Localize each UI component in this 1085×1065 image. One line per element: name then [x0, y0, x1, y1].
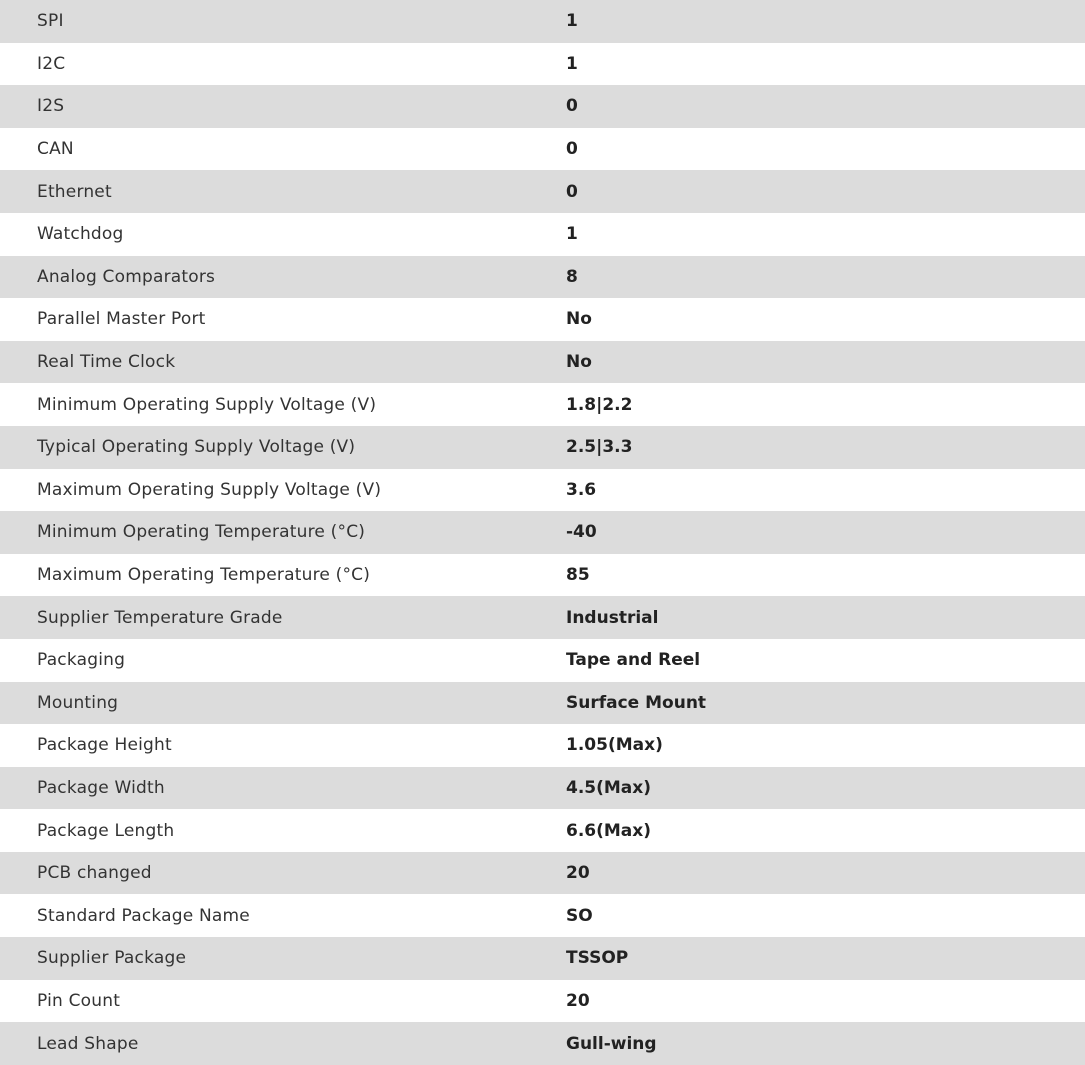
spec-row-i2s — [0, 85, 1085, 128]
spec-row-package-width — [0, 767, 1085, 810]
spec-value: 6.6(Max) — [566, 820, 652, 841]
spec-row-i2c — [0, 43, 1085, 86]
spec-value: Gull-wing — [566, 1033, 657, 1054]
spec-row-pcb-changed — [0, 852, 1085, 895]
spec-label: I2C — [37, 53, 66, 74]
spec-value: 2.5|3.3 — [566, 437, 633, 458]
spec-row-analog-comparators — [0, 256, 1085, 299]
spec-label: PCB changed — [37, 863, 152, 884]
spec-label: Analog Comparators — [37, 266, 216, 287]
spec-label: Lead Shape — [37, 1033, 139, 1054]
spec-value: 1 — [566, 224, 578, 245]
spec-row-temperature-grade — [0, 596, 1085, 639]
spec-label: Mounting — [37, 692, 119, 713]
spec-value: 1.8|2.2 — [566, 394, 633, 415]
spec-label: Standard Package Name — [37, 905, 250, 926]
spec-label: CAN — [37, 139, 74, 160]
spec-row-supplier-package — [0, 937, 1085, 980]
spec-row-watchdog — [0, 213, 1085, 256]
spec-value: 3.6 — [566, 479, 597, 500]
spec-row-spi — [0, 0, 1085, 43]
spec-row-real-time-clock — [0, 341, 1085, 384]
spec-row-max-temperature — [0, 554, 1085, 597]
spec-value: 4.5(Max) — [566, 777, 652, 798]
spec-label: Package Height — [37, 735, 172, 756]
spec-label: Minimum Operating Supply Voltage (V) — [37, 394, 377, 415]
spec-value: -40 — [566, 522, 597, 543]
spec-value: 8 — [566, 266, 578, 287]
spec-label: Package Length — [37, 820, 175, 841]
spec-row-lead-shape — [0, 1022, 1085, 1065]
spec-value: No — [566, 352, 592, 373]
spec-row-min-supply-voltage — [0, 383, 1085, 426]
spec-value: 0 — [566, 139, 578, 160]
spec-value: Tape and Reel — [566, 650, 701, 671]
spec-value: 1 — [566, 11, 578, 32]
spec-label: Packaging — [37, 650, 126, 671]
spec-value: 0 — [566, 96, 578, 117]
spec-value: TSSOP — [566, 948, 629, 969]
spec-label: Minimum Operating Temperature (°C) — [37, 522, 366, 543]
spec-row-ethernet — [0, 170, 1085, 213]
spec-label: I2S — [37, 96, 65, 117]
spec-row-can — [0, 128, 1085, 171]
spec-label: Supplier Package — [37, 948, 187, 969]
spec-label: Typical Operating Supply Voltage (V) — [37, 437, 356, 458]
spec-row-packaging — [0, 639, 1085, 682]
spec-row-pin-count — [0, 980, 1085, 1023]
spec-label: SPI — [37, 11, 64, 32]
spec-value: Surface Mount — [566, 692, 707, 713]
spec-row-typ-supply-voltage — [0, 426, 1085, 469]
spec-row-package-length — [0, 809, 1085, 852]
spec-value: 0 — [566, 181, 578, 202]
spec-value: Industrial — [566, 607, 659, 628]
spec-value: 1 — [566, 53, 578, 74]
spec-label: Ethernet — [37, 181, 112, 202]
spec-value: 20 — [566, 863, 590, 884]
spec-value: 1.05(Max) — [566, 735, 663, 756]
spec-value: No — [566, 309, 592, 330]
spec-row-mounting — [0, 682, 1085, 725]
spec-row-package-height — [0, 724, 1085, 767]
spec-label: Maximum Operating Supply Voltage (V) — [37, 479, 382, 500]
spec-row-min-temperature — [0, 511, 1085, 554]
spec-row-max-supply-voltage — [0, 469, 1085, 512]
spec-label: Package Width — [37, 777, 165, 798]
spec-row-parallel-master-port — [0, 298, 1085, 341]
spec-label: Supplier Temperature Grade — [37, 607, 283, 628]
spec-value: SO — [566, 905, 593, 926]
spec-value: 20 — [566, 990, 590, 1011]
spec-label: Maximum Operating Temperature (°C) — [37, 565, 371, 586]
spec-label: Parallel Master Port — [37, 309, 206, 330]
spec-value: 85 — [566, 565, 590, 586]
spec-row-standard-package-name — [0, 894, 1085, 937]
spec-label: Watchdog — [37, 224, 124, 245]
spec-label: Real Time Clock — [37, 352, 176, 373]
spec-label: Pin Count — [37, 990, 121, 1011]
